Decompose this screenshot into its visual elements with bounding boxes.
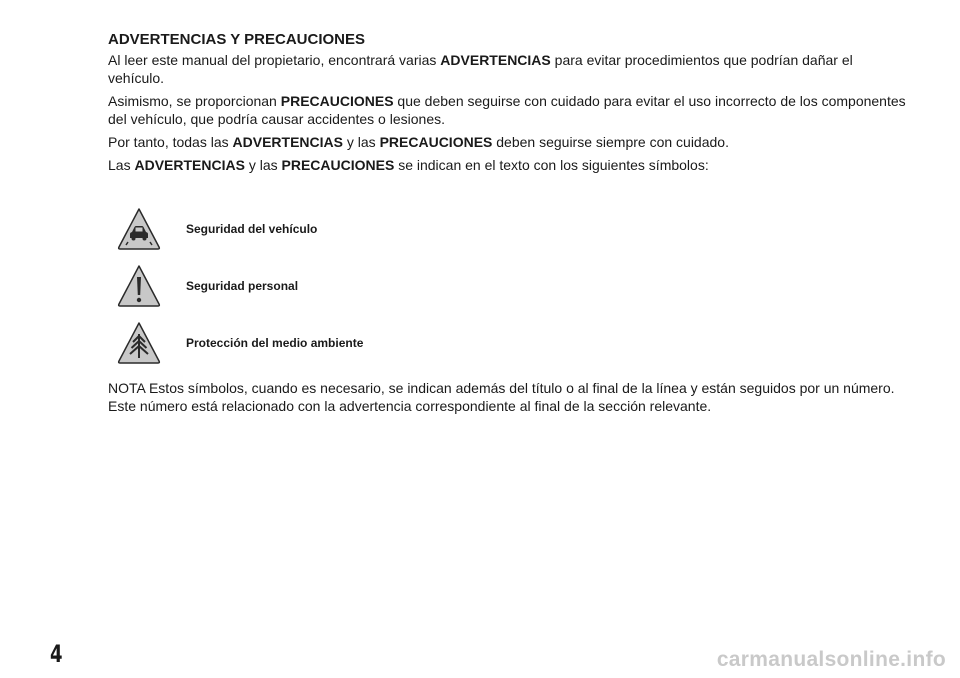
paragraph-precauciones: [108, 92, 908, 128]
p3-after: deben seguirse siempre con cuidado.: [492, 134, 729, 150]
symbol-list: [108, 200, 908, 371]
p4-bold2: PRECAUCIONES: [281, 157, 395, 173]
p4-after: se indican en el texto con los siguientes símbolos:: [394, 157, 709, 173]
symbol-row-personal: [108, 257, 908, 314]
p4-middle: y las: [244, 157, 282, 173]
car-safety-icon: [116, 206, 162, 252]
exclamation-warning-icon: [116, 263, 162, 309]
paragraph-advertencias: [108, 51, 908, 87]
watermark: carmanualsonline.info: [716, 648, 946, 671]
p3-bold2: PRECAUCIONES: [379, 134, 493, 150]
tree-environment-icon: [116, 320, 162, 366]
p2-after: que deben seguirse con cuidado para evitar el uso incorrecto de los componentes del vehículo, que podría causar accidentes o lesiones.: [108, 93, 906, 127]
p1-before: Al leer este manual del propietario, encontrará varias: [108, 52, 441, 68]
p1-after: para evitar procedimientos que podrían dañar el vehículo.: [108, 52, 853, 86]
note-paragraph: NOTA Estos símbolos, cuando es necesario, se indican además del título o al final de la línea y están seguidos por un número. Este número está relacionado con la advertencia correspondiente al final de la sección relevante.: [108, 380, 895, 414]
p4-before: Las: [108, 157, 135, 173]
paragraph-por-tanto: [108, 133, 908, 151]
p4-bold1: ADVERTENCIAS: [134, 157, 245, 173]
symbol-label-personal: Seguridad personal: [186, 278, 299, 293]
p1-bold: ADVERTENCIAS: [440, 52, 551, 68]
symbol-label-environment: Protección del medio ambiente: [186, 335, 364, 350]
p2-before: Asimismo, se proporcionan: [108, 93, 281, 109]
symbol-row-environment: [108, 314, 908, 371]
manual-page-content: [108, 30, 908, 415]
section-heading: ADVERTENCIAS Y PRECAUCIONES: [108, 31, 365, 48]
p3-middle: y las: [343, 134, 380, 150]
p3-before: Por tanto, todas las: [108, 134, 233, 150]
p2-bold: PRECAUCIONES: [280, 93, 394, 109]
paragraph-simbolos: [108, 156, 908, 174]
symbol-label-vehicle: Seguridad del vehículo: [186, 221, 318, 236]
symbol-row-vehicle: [108, 200, 908, 257]
page-number: 4: [50, 640, 63, 668]
p3-bold1: ADVERTENCIAS: [232, 134, 343, 150]
